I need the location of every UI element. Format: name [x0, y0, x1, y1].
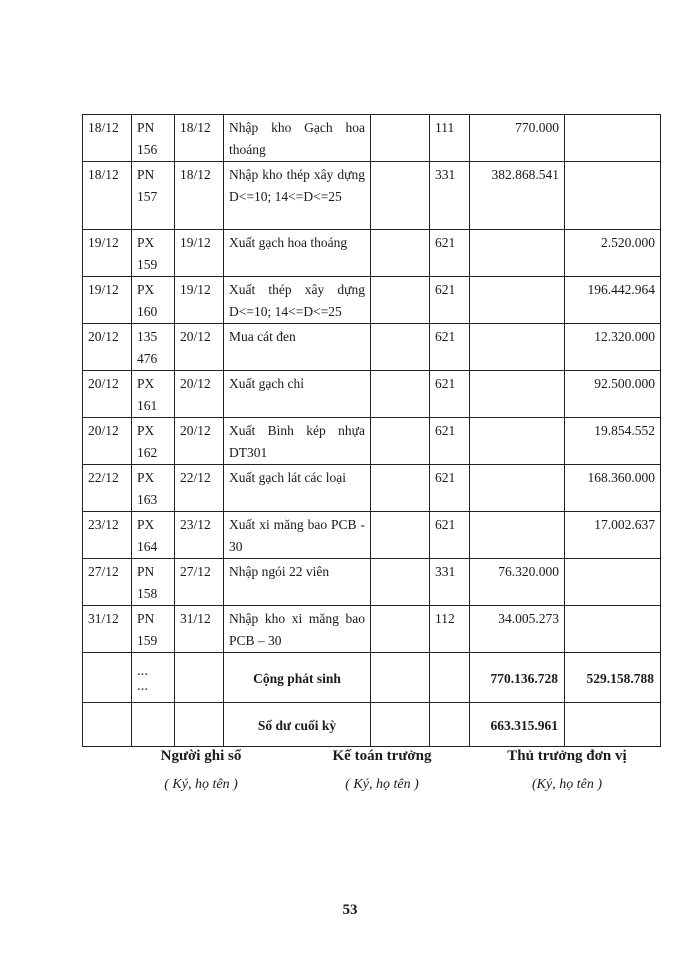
empty-cell [565, 703, 661, 747]
signature-hint: ( Ký, họ tên ) [164, 777, 238, 792]
debit-cell [470, 418, 565, 465]
date-cell: 20/12 [175, 418, 224, 465]
table-row [83, 230, 661, 277]
account-cell: 621 [430, 324, 470, 371]
doc-number-part: 157 [137, 189, 158, 204]
doc-number-part: 135 [137, 329, 158, 344]
total-row [83, 653, 661, 703]
table-row [83, 465, 661, 512]
doc-cell [132, 277, 175, 324]
total-label: Cộng phát sinh [224, 653, 371, 703]
debit-cell [470, 230, 565, 277]
ellipsis-cell [132, 653, 175, 703]
balance-row [83, 703, 661, 747]
doc-cell [132, 115, 175, 162]
doc-number-part: 160 [137, 304, 158, 319]
date-cell: 22/12 [83, 465, 132, 512]
empty-cell [175, 703, 224, 747]
empty-cell [371, 162, 430, 230]
doc-cell [132, 162, 175, 230]
doc-number-part: PX [137, 517, 155, 532]
doc-number-part: PN [137, 120, 155, 135]
date-cell: 18/12 [83, 115, 132, 162]
account-cell: 621 [430, 465, 470, 512]
debit-cell: 382.868.541 [470, 162, 565, 230]
date-cell: 19/12 [175, 230, 224, 277]
date-cell: 20/12 [83, 418, 132, 465]
doc-cell [132, 465, 175, 512]
doc-number-part: PX [137, 235, 155, 250]
doc-number-part: 476 [137, 351, 158, 366]
date-cell: 18/12 [83, 162, 132, 230]
account-cell: 621 [430, 277, 470, 324]
account-cell: 621 [430, 230, 470, 277]
description-cell: Xuất Bình kép nhựa DT301 [224, 418, 371, 465]
total-debit: 770.136.728 [470, 653, 565, 703]
doc-cell [132, 418, 175, 465]
empty-cell [371, 418, 430, 465]
empty-cell [371, 230, 430, 277]
doc-cell [132, 371, 175, 418]
ledger-body [83, 115, 661, 653]
date-cell: 23/12 [83, 512, 132, 559]
credit-cell: 92.500.000 [565, 371, 661, 418]
description-cell: Nhập ngói 22 viên [224, 559, 371, 606]
credit-cell: 19.854.552 [565, 418, 661, 465]
balance-debit: 663.315.961 [470, 703, 565, 747]
empty-cell [371, 324, 430, 371]
debit-cell [470, 465, 565, 512]
signature-title: Kế toán trưởng [332, 748, 432, 764]
doc-number-part: 159 [137, 633, 158, 648]
doc-cell [132, 230, 175, 277]
table-row [83, 606, 661, 653]
empty-cell [371, 606, 430, 653]
page-number: 53 [342, 902, 358, 918]
empty-cell [371, 371, 430, 418]
date-cell: 22/12 [175, 465, 224, 512]
description-cell: Nhập kho Gạch hoa thoáng [224, 115, 371, 162]
doc-number-part: 162 [137, 445, 158, 460]
description-cell: Xuất xi măng bao PCB - 30 [224, 512, 371, 559]
table-row [83, 559, 661, 606]
debit-cell [470, 512, 565, 559]
doc-number-part: PN [137, 564, 155, 579]
account-cell: 621 [430, 512, 470, 559]
account-cell: 111 [430, 115, 470, 162]
doc-number-part: 164 [137, 539, 158, 554]
total-credit: 529.158.788 [565, 653, 661, 703]
account-cell: 112 [430, 606, 470, 653]
credit-cell [565, 162, 661, 230]
debit-cell [470, 371, 565, 418]
credit-cell: 196.442.964 [565, 277, 661, 324]
doc-number-part: PX [137, 282, 155, 297]
credit-cell [565, 559, 661, 606]
description-cell: Xuất gạch chỉ [224, 371, 371, 418]
table-row [83, 512, 661, 559]
signature-hint: ( Ký, họ tên ) [345, 777, 419, 792]
date-cell: 18/12 [175, 162, 224, 230]
empty-cell [371, 115, 430, 162]
date-cell: 18/12 [175, 115, 224, 162]
date-cell: 19/12 [175, 277, 224, 324]
credit-cell: 2.520.000 [565, 230, 661, 277]
doc-number-part: PX [137, 376, 155, 391]
doc-number-part: PN [137, 167, 155, 182]
description-cell: Xuất thép xây dựng D<=10; 14<=D<=25 [224, 277, 371, 324]
empty-cell [371, 465, 430, 512]
empty-cell [371, 559, 430, 606]
debit-cell [470, 324, 565, 371]
doc-cell [132, 559, 175, 606]
doc-number-part: PN [137, 611, 155, 626]
doc-number-part: 158 [137, 586, 158, 601]
account-cell: 331 [430, 559, 470, 606]
empty-cell [430, 703, 470, 747]
credit-cell: 12.320.000 [565, 324, 661, 371]
date-cell: 23/12 [175, 512, 224, 559]
empty-cell [132, 703, 175, 747]
credit-cell: 168.360.000 [565, 465, 661, 512]
table-row [83, 371, 661, 418]
debit-cell: 76.320.000 [470, 559, 565, 606]
account-cell: 621 [430, 371, 470, 418]
debit-cell: 770.000 [470, 115, 565, 162]
doc-cell [132, 324, 175, 371]
doc-number-part: PX [137, 423, 155, 438]
description-cell: Nhập kho xi măng bao PCB – 30 [224, 606, 371, 653]
debit-cell [470, 277, 565, 324]
doc-number-part: 156 [137, 142, 158, 157]
date-cell: 19/12 [83, 277, 132, 324]
empty-cell [83, 703, 132, 747]
signature-title: Người ghi sổ [160, 748, 242, 764]
description-cell: Nhập kho thép xây dựng D<=10; 14<=D<=25 [224, 162, 371, 230]
description-cell: Xuất gạch hoa thoáng [224, 230, 371, 277]
date-cell: 31/12 [175, 606, 224, 653]
doc-number-part: PX [137, 470, 155, 485]
signature-recorder [101, 748, 301, 793]
ellipsis-2: … [137, 680, 148, 693]
credit-cell [565, 606, 661, 653]
table-row [83, 162, 661, 230]
doc-cell [132, 606, 175, 653]
credit-cell [565, 115, 661, 162]
account-cell: 621 [430, 418, 470, 465]
ellipsis-1: … [137, 665, 148, 678]
ledger-table [82, 114, 661, 747]
empty-cell [175, 653, 224, 703]
table-row [83, 115, 661, 162]
signature-chief-accountant [282, 748, 482, 793]
table-row [83, 418, 661, 465]
doc-cell [132, 512, 175, 559]
signature-head-of-unit [467, 748, 667, 793]
date-cell: 20/12 [83, 324, 132, 371]
description-cell: Mua cát đen [224, 324, 371, 371]
description-cell: Xuất gạch lát các loại [224, 465, 371, 512]
doc-number-part: 163 [137, 492, 158, 507]
doc-number-part: 159 [137, 257, 158, 272]
empty-cell [371, 653, 430, 703]
empty-cell [371, 512, 430, 559]
date-cell: 20/12 [175, 324, 224, 371]
credit-cell: 17.002.637 [565, 512, 661, 559]
empty-cell [430, 653, 470, 703]
balance-label: Số dư cuối kỳ [224, 703, 371, 747]
signature-title: Thủ trưởng đơn vị [507, 748, 627, 764]
date-cell: 20/12 [83, 371, 132, 418]
account-cell: 331 [430, 162, 470, 230]
debit-cell: 34.005.273 [470, 606, 565, 653]
empty-cell [83, 653, 132, 703]
date-cell: 20/12 [175, 371, 224, 418]
empty-cell [371, 703, 430, 747]
table-row [83, 277, 661, 324]
doc-number-part: 161 [137, 398, 158, 413]
date-cell: 31/12 [83, 606, 132, 653]
empty-cell [371, 277, 430, 324]
date-cell: 19/12 [83, 230, 132, 277]
date-cell: 27/12 [83, 559, 132, 606]
signature-hint: (Ký, họ tên ) [532, 777, 602, 792]
table-row [83, 324, 661, 371]
date-cell: 27/12 [175, 559, 224, 606]
